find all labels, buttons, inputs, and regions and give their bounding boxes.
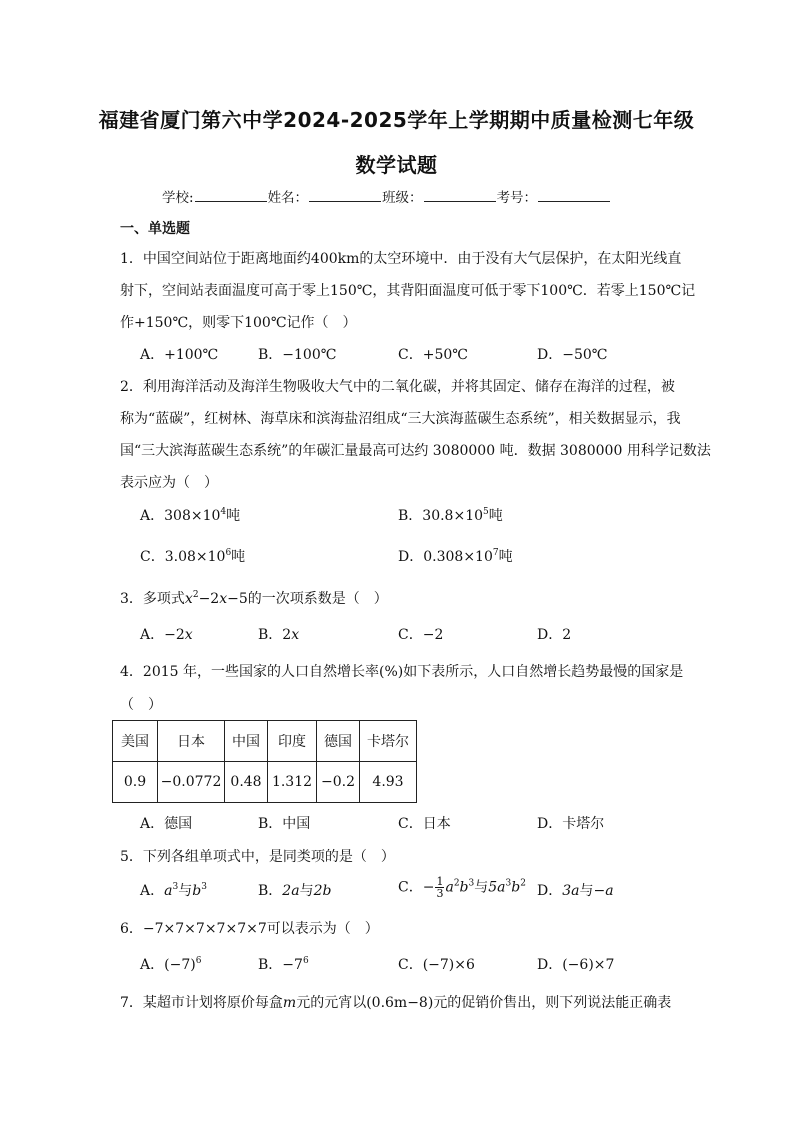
- school-label: 学校:: [162, 190, 194, 206]
- q3-option-a: A．−2x: [140, 627, 193, 643]
- table-cell: −0.0772: [158, 762, 225, 803]
- q6-option-a: A．$(-7)^6$: [140, 956, 202, 973]
- q4-option-c: C．日本: [398, 816, 451, 832]
- q2-line1: 2．利用海洋活动及海洋生物吸收大气中的二氧化碳，并将其固定、储存在海洋的过程，被: [120, 379, 675, 395]
- q1-option-b: B．−100℃: [258, 347, 337, 363]
- q2-option-b: B．$30.8\times 10^5$吨: [398, 507, 503, 524]
- q2-option-a: A．$308\times 10^4$吨: [140, 507, 241, 524]
- q3-stem: 3．多项式$x^2-2x-5$的一次项系数是（ ）: [120, 590, 388, 607]
- q4-line2: （ ）: [120, 697, 162, 713]
- q4-option-d: D．卡塔尔: [537, 816, 605, 832]
- table-cell: −0.2: [317, 762, 360, 803]
- q1-option-d: D．−50℃: [537, 347, 608, 363]
- table-cell: 1.312: [268, 762, 317, 803]
- q7-stem: 7．某超市计划将原价每盒m元的元宵以(0.6m−8)元的促销价售出，则下列说法能正确表: [120, 995, 672, 1011]
- q2-option-d: D．$0.308\times 10^7$吨: [398, 548, 513, 565]
- exam-no-blank: [538, 189, 610, 202]
- table-header-cell: 中国: [225, 721, 268, 762]
- q4-option-b: B．中国: [258, 816, 311, 832]
- q6-option-d: D．(−6)×7: [537, 957, 615, 973]
- exam-title-line1: 福建省厦门第六中学2024-2025学年上学期期中质量检测七年级: [98, 108, 695, 132]
- q4-option-a: A．德国: [140, 816, 193, 832]
- table-cell: 0.48: [225, 762, 268, 803]
- table-header-cell: 美国: [113, 721, 158, 762]
- section-heading: 一、单选题: [120, 221, 190, 237]
- school-blank: [195, 189, 267, 202]
- class-blank: [424, 189, 496, 202]
- q3-option-b: B．2x: [258, 627, 300, 643]
- growth-rate-table: [112, 720, 417, 803]
- q1-line1: 1．中国空间站位于距离地面约400km的太空环境中．由于没有大气层保护，在太阳光线直: [120, 251, 682, 267]
- q6-option-c: C．(−7)×6: [398, 957, 475, 973]
- name-label: 姓名：: [267, 190, 309, 206]
- q1-option-c: C．+50℃: [398, 347, 468, 363]
- q5-option-d: D．3a与−a: [537, 883, 614, 899]
- table-cell: 4.93: [360, 762, 417, 803]
- q1-line2: 射下，空间站表面温度可高于零上150℃，其背阳面温度可低于零下100℃．若零上150℃记: [120, 283, 696, 299]
- q2-line4: 表示应为（ ）: [120, 475, 218, 491]
- q3-option-c: C．−2: [398, 627, 444, 643]
- table-cell: 0.9: [113, 762, 158, 803]
- q2-line3: 国“三大滨海蓝碳生态系统”的年碳汇量最高可达约 3080000 吨．数据 3080000 用科学记数法: [120, 443, 711, 459]
- q5-stem: 5．下列各组单项式中，是同类项的是（ ）: [120, 849, 395, 865]
- fraction-one-third: $\frac{1}{3}$: [436, 875, 444, 900]
- q1-option-a: A．+100℃: [140, 347, 219, 363]
- name-blank: [309, 189, 381, 202]
- table-header-cell: 日本: [158, 721, 225, 762]
- q2-option-c: C．$3.08\times 10^6$吨: [140, 548, 246, 565]
- table-row: [113, 762, 417, 803]
- q5-option-a: A．$a^3$与$b^3$: [140, 882, 207, 899]
- q6-option-b: B．$-7^6$: [258, 956, 309, 973]
- exam-title-line2: 数学试题: [355, 153, 438, 177]
- student-info-row: [162, 186, 611, 206]
- q5-option-b: B．2a与2b: [258, 883, 332, 899]
- table-header-cell: 印度: [268, 721, 317, 762]
- exam-no-label: 考号：: [496, 190, 538, 206]
- table-header-cell: 卡塔尔: [360, 721, 417, 762]
- q4-line1: 4．2015 年，一些国家的人口自然增长率(%)如下表所示，人口自然增长趋势最慢的国家是: [120, 664, 684, 680]
- q6-stem: 6．−7×7×7×7×7×7可以表示为（ ）: [120, 921, 379, 937]
- class-label: 班级：: [382, 190, 423, 206]
- q1-line3: 作+150℃，则零下100℃记作（ ）: [120, 315, 357, 331]
- table-header-row: [113, 721, 417, 762]
- table-header-cell: 德国: [317, 721, 360, 762]
- q3-option-d: D．2: [537, 627, 572, 643]
- q5-option-c: C．− $\frac{1}{3}$ $a^2b^3$与$5a^3b^2$: [398, 875, 526, 900]
- q2-line2: 称为“蓝碳”，红树林、海草床和滨海盐沼组成“三大滨海蓝碳生态系统”，相关数据显示，我: [120, 411, 681, 427]
